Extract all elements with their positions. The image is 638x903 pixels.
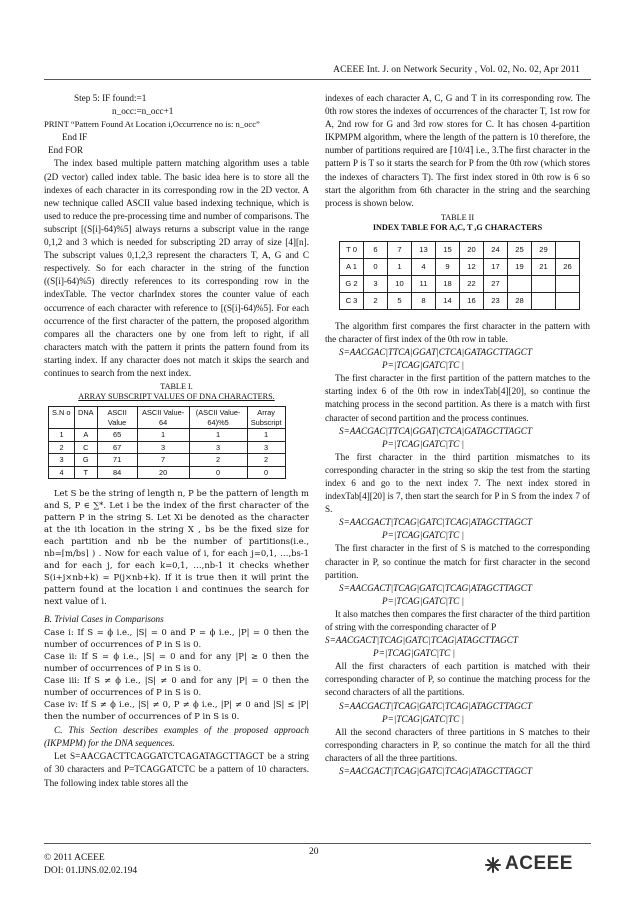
table-header-cell: ASCII Value — [97, 407, 137, 429]
table-cell: 2 — [247, 454, 285, 467]
table-cell — [508, 275, 532, 292]
table-header-cell: DNA — [75, 407, 98, 429]
doi: DOI: 01.IJNS.02.02.194 — [44, 866, 138, 876]
table-caption-number: TABLE I. — [160, 382, 193, 392]
table-cell: 84 — [97, 466, 137, 479]
page-number: 20 — [309, 847, 319, 857]
table-header-cell: Array Subscript — [247, 407, 285, 429]
case-item: Case i: If S = ϕ i.e., |S| = 0 and P = ϕ i.e., |P| = 0 then the number of occurrences of P in S is 0. — [44, 627, 309, 650]
table-cell: 28 — [508, 292, 532, 309]
table-cell: 71 — [97, 454, 137, 467]
footer-rule — [44, 843, 591, 844]
table-cell: C 3 — [340, 292, 364, 309]
table-caption-title: INDEX TABLE FOR A,C, T ,G CHARACTERS — [372, 222, 543, 232]
table-cell — [532, 292, 556, 309]
table-cell: 9 — [436, 258, 460, 275]
table-row — [340, 292, 580, 309]
table-cell: 15 — [436, 241, 460, 258]
table-cell: 3 — [49, 454, 75, 467]
section-heading: C. This Section describes examples of the proposed approach (IKPMPM) for the DNA sequences. — [44, 725, 309, 749]
table-cell: 27 — [484, 275, 508, 292]
publisher-logo — [485, 853, 585, 875]
table-cell: 13 — [412, 241, 436, 258]
logo-text: ACEEE — [505, 853, 573, 874]
case-item: Case ii: If S = ϕ i.e., |S| = 0 and for any |P| ≥ 0 then the number of occurrences of P in S is 0. — [44, 651, 309, 674]
table-cell: 10 — [388, 275, 412, 292]
code-line: Step 5: IF found:=1 — [74, 93, 147, 103]
table-cell: 20 — [460, 241, 484, 258]
table-cell: T — [75, 466, 98, 479]
string-sequence: S=AACGACT|TCAG|GATC|TCAG|ATAGCTTAGCT — [325, 635, 518, 646]
table-cell: 1 — [247, 429, 285, 442]
table-cell: 3 — [137, 441, 189, 454]
table-array-subscripts — [48, 406, 286, 479]
table-cell: A 1 — [340, 258, 364, 275]
table-cell: 0 — [189, 466, 247, 479]
table-cell: 3 — [364, 275, 388, 292]
string-sequence: S=AACGACT|TCAG|GATC|TCAG|ATAGCTTAGCT — [339, 582, 532, 593]
body-paragraph: It also matches then compares the first character of the third partition of string with the corresponding character of P — [325, 608, 590, 632]
table-cell: 1 — [189, 429, 247, 442]
table-cell: 7 — [137, 454, 189, 467]
table-caption-title: ARRAY SUBSCRIPT VALUES OF DNA CHARACTERS. — [78, 392, 275, 402]
code-line: End FOR — [48, 145, 83, 156]
table-cell: 7 — [388, 241, 412, 258]
table-cell: 1 — [137, 429, 189, 442]
case-item: Case iv: If S ≠ ϕ i.e., |S| ≠ 0, P ≠ ϕ i.e., |P| ≠ 0 and |S| ≤ |P| then the number of occurrences of P in S is 0. — [44, 699, 309, 722]
body-paragraph: indexes of each character A, C, G and T in its corresponding row. The 0th row stores the indexes of occurrences of the character T, 1st row for A, 2nd row for G and 3rd row stores for C. It has chosen 4-partition IKPMPM algorithm, where the length of the pattern is 10 therefore, the number of partitions required are ⌈10/4⌉ i.e., 3.The first character in the pattern P is T so it starts the search for P from the 0th row (which stores the indexes of characters T). The first index stored in 0th row is 6 so start the algorithm from 6th character in the string and the searching process is shown below. — [325, 93, 590, 208]
body-paragraph: The first character in the third partition mismatches to its corresponding character in the string so skip the test from the starting index 6 and go to the next index 7. The next index stored in indexTab[4][20] is 7, then start the search for P in S from the index 7 of S. — [325, 451, 590, 515]
table-cell: T 0 — [340, 241, 364, 258]
table-cell: 25 — [508, 241, 532, 258]
table-cell: 1 — [388, 258, 412, 275]
table-cell: 26 — [556, 258, 580, 275]
table-cell: 11 — [412, 275, 436, 292]
body-paragraph: All the first characters of each partition is matched with their corresponding character of P, so continue the matching process for the second characters of all the partitions. — [325, 661, 590, 698]
table-cell: 4 — [49, 466, 75, 479]
code-line: PRINT “Pattern Found At Location i,Occurrence no is: n_occ” — [44, 119, 260, 130]
table-cell: 65 — [97, 429, 137, 442]
body-paragraph: The first character in the first partition of the pattern matches to the starting index 6 of the 0th row in indexTab[4][20], so continue the matching process in the second partition. As there is a match with first character of second partition and the process continues. — [325, 373, 590, 423]
table-header-cell: S.N o — [49, 407, 75, 429]
string-sequence: S=AACGACT|TCAG|GATC|TCAG|ATAGCTTAGCT — [339, 517, 532, 528]
table-cell: 4 — [412, 258, 436, 275]
table-cell: 14 — [436, 292, 460, 309]
table-cell: G — [75, 454, 98, 467]
table-cell: 19 — [508, 258, 532, 275]
star-icon — [485, 857, 501, 873]
pattern-sequence: P=|TCAG|GATC|TC | — [382, 438, 465, 449]
left-column — [44, 92, 309, 790]
table-row — [340, 241, 580, 258]
body-paragraph: The first character in the first of S is matched to the corresponding character in P, so continue the match for first character in the second partition. — [325, 543, 590, 580]
table-cell — [532, 275, 556, 292]
table-cell: 0 — [364, 258, 388, 275]
table-cell: 2 — [49, 441, 75, 454]
table-cell: 1 — [49, 429, 75, 442]
body-paragraph: Let S=AACGACTTCAGGATCTCAGATAGCTTAGCT be a string of 30 characters and P=TCAGGATCTC be a pattern of 10 characters. The following index table stores all the — [44, 751, 309, 788]
right-column — [325, 92, 590, 778]
pattern-sequence: P=|TCAG|GATC|TC | — [382, 595, 465, 606]
table-cell: 5 — [388, 292, 412, 309]
string-sequence: S=AACGAC|TTCA|GGAT|CTCA|GATAGCTTAGCT — [339, 347, 532, 358]
table-cell: 12 — [460, 258, 484, 275]
table-row — [49, 429, 286, 442]
table-cell: 16 — [460, 292, 484, 309]
footer-info — [44, 852, 137, 878]
pattern-sequence: P=|TCAG|GATC|TC | — [373, 648, 456, 659]
copyright: © 2011 ACEEE — [44, 853, 105, 863]
table-cell: 20 — [137, 466, 189, 479]
code-line: n_occ:=n_occ+1 — [112, 106, 174, 117]
body-paragraph: The algorithm first compares the first character in the pattern with the character of first index of the 0th row in table. — [325, 320, 590, 344]
table-cell: G 2 — [340, 275, 364, 292]
table-row — [340, 258, 580, 275]
table-cell: 8 — [412, 292, 436, 309]
table-cell: 6 — [364, 241, 388, 258]
table-cell: 22 — [460, 275, 484, 292]
table-cell: 29 — [532, 241, 556, 258]
table-header-cell: ASCII Value-64 — [137, 407, 189, 429]
table-cell: 17 — [484, 258, 508, 275]
table-row — [49, 466, 286, 479]
table-row — [49, 441, 286, 454]
body-paragraph-definitions: Let S be the string of length n, P be the pattern of length m and S, P ∈ ∑*. Let i be the index of the first character of the pattern P in the string S. Let Xi be denoted as the character at the ith location in the string X , bs be the fixed size for each partition and nb be the number of partitions(i.e., nb=⌈m/bs⌉ ) . Now for each value of i, for each j=0,1, …,bs-1 and for each j, for each k=0,1, …,nb-1 it checks whether S(i+j×nb+k) = P(j×nb+k). If it is true then it will print the pattern found at the location i and continues the search for next value of i. — [44, 488, 309, 607]
table-cell: 24 — [484, 241, 508, 258]
table-cell: 67 — [97, 441, 137, 454]
pattern-sequence: P=|TCAG|GATC|TC | — [382, 713, 465, 724]
string-sequence: S=AACGAC|TTCA|GGAT|CTCA|GATAGCTTAGCT — [339, 425, 532, 436]
table-header-row — [49, 407, 286, 429]
table-index — [339, 241, 580, 310]
table-caption-number: TABLE II — [440, 212, 475, 222]
table-cell: 0 — [247, 466, 285, 479]
table-cell: 21 — [532, 258, 556, 275]
table-cell: A — [75, 429, 98, 442]
table-row — [340, 275, 580, 292]
table-cell: 3 — [247, 441, 285, 454]
table-cell: 2 — [364, 292, 388, 309]
table-row — [49, 454, 286, 467]
table-cell: 3 — [189, 441, 247, 454]
table-cell: C — [75, 441, 98, 454]
journal-header: ACEEE Int. J. on Network Security , Vol. 02, No. 02, Apr 2011 — [333, 65, 580, 75]
pattern-sequence: P=|TCAG|GATC|TC | — [382, 530, 465, 541]
table-header-cell: (ASCII Value-64)%5 — [189, 407, 247, 429]
table-cell: 2 — [189, 454, 247, 467]
body-paragraph: All the second characters of three partitions in S matches to their corresponding characters in P, so continue the match for all the third characters of all the three partitions. — [325, 726, 590, 763]
body-paragraph: The index based multiple pattern matching algorithm uses a table (2D vector) called index table. The basic idea here is to store all the indexes of each character in its corresponding row in the 2D vector. A new technique called ASCII value based indexing technique, which is used to reduce the pre-processing time and number of comparisons. The subscript [(S[i]-64)%5] always returns a subscript value in the range 0,1,2 and 3 which is needed for subscripting 2D array of size [4][n]. The subscript values 0,1,2,3 represent the characters T, A, G and C respectively. So for each character in the string of the function ((S[i]-64)%5) directly references to its corresponding row in the indexTable. The vector charIndex stores the counter value of each occurrence of each character with reference to [(S[i]-64)%5]. For each occurrence of the first character of the pattern, the proposed algorithm compares all the characters one by one from left to right, if all characters match with the pattern it prints the pattern found from its starting index. If any character does not match it skips the search and continues to search from the next index. — [44, 158, 309, 378]
table-cell: 18 — [436, 275, 460, 292]
string-sequence: S=AACGACT|TCAG|GATC|TCAG|ATAGCTTAGCT — [339, 766, 532, 777]
header-rule — [44, 79, 591, 80]
table-cell — [556, 241, 580, 258]
section-heading: B. Trivial Cases in Comparisons — [44, 614, 164, 625]
string-sequence: S=AACGACT|TCAG|GATC|TCAG|ATAGCTTAGCT — [339, 700, 532, 711]
code-line: End IF — [62, 132, 88, 143]
table-cell — [556, 275, 580, 292]
table-cell: 23 — [484, 292, 508, 309]
pattern-sequence: P=|TCAG|GATC|TC | — [382, 360, 465, 371]
case-item: Case iii: If S ≠ ϕ i.e., |S| ≠ 0 and for any |P| = 0 then the number of occurrences of P in S is 0. — [44, 675, 309, 698]
table-cell — [556, 292, 580, 309]
